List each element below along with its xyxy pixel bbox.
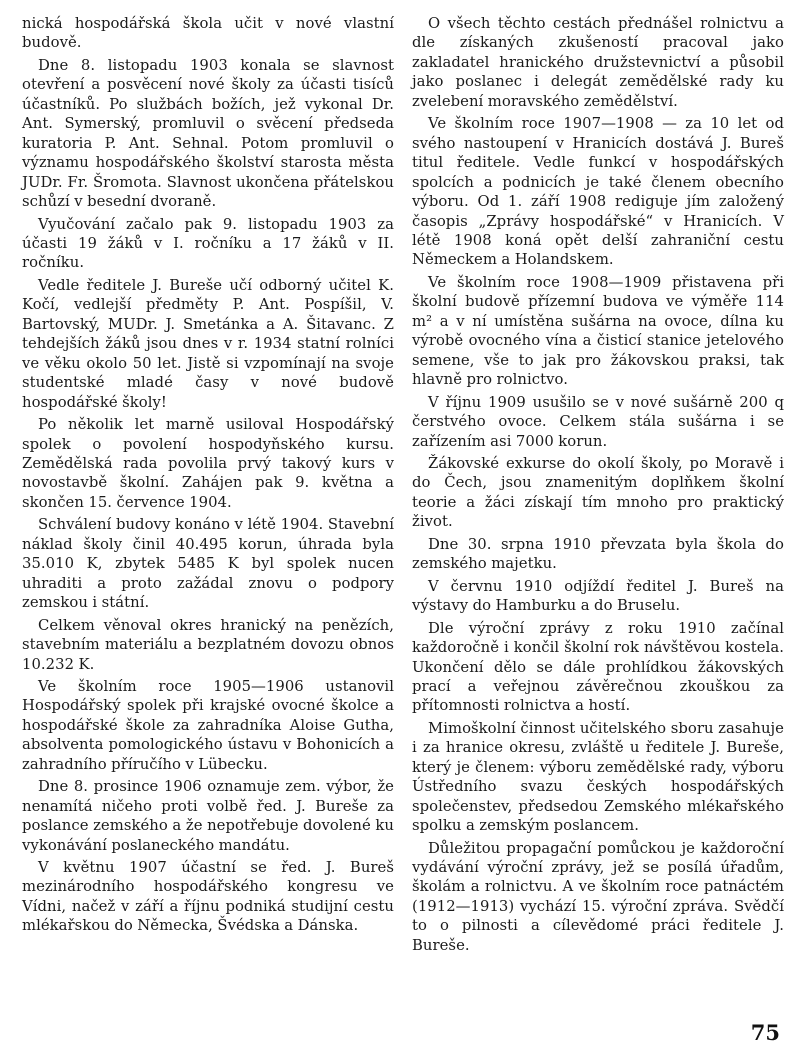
- paragraph: Schválení budovy konáno v létě 1904. Stavební náklad školy činil 40.495 korun, úhrada byla 35.010 K, zbytek 5485 K byl spolek nucen uhraditi a proto zažádal znovu o podpory zemskou i státní.: [22, 516, 394, 612]
- paragraph: nická hospodářská škola učit v nové vlastní budově.: [22, 15, 394, 52]
- paragraph: Mimoškolní činnost učitelského sboru zasahuje i za hranice okresu, zvláště u ředitele J. Bureše, který je členem: výboru zemědělské rady, výboru Ústředního svazu českých hospodářských společenstev, předsedou Zemského mlékařského spolku a zemským poslancem.: [412, 719, 784, 835]
- paragraph: V říjnu 1909 usušilo se v nové sušárně 200 q čerstvého ovoce. Celkem stála sušárna i se zařízením asi 7000 korun.: [412, 393, 784, 450]
- paragraph: Ve školním roce 1907—1908 — za 10 let od svého nastoupení v Hranicích dostává J. Bureš titul ředitele. Vedle funkcí v hospodářských spolcích a podnicích je také členem obecního výboru. Od 1. září 1908 rediguje jím založený časopis „Zprávy hospodářské“ v Hranicích. V létě 1908 koná opět delší zahraniční cestu Německem a Holandskem.: [412, 115, 784, 269]
- paragraph: Dle výroční zprávy z roku 1910 začínal každoročně i končil školní rok návštěvou kostela. Ukončení dělo se dále prohlídkou žákovských prací a veřejnou závěrečnou zkouškou za přítomnosti rolnictva a hostí.: [412, 619, 784, 715]
- page-number: 75: [750, 1020, 780, 1045]
- paragraph: Dne 8. prosince 1906 oznamuje zem. výbor, že nenamítá ničeho proti volbě řed. J. Bureše za poslance zemského a že nepotřebuje dovolené ku vykonávání poslaneckého mandátu.: [22, 778, 394, 854]
- paragraph: Důležitou propagační pomůckou je každoroční vydávání výroční zprávy, jež se posílá úřadům, školám a rolnictvu. A ve školním roce patnáctém (1912—1913) vychází 15. výroční zpráva. Svědčí to o pilnosti a cílevědomé práci ředitele J. Bureše.: [412, 839, 784, 954]
- paragraph: Po několik let marně usiloval Hospodářský spolek o povolení hospodyňského kursu. Zemědělská rada povolila prvý takový kurs v novostavbě školní. Zahájen pak 9. května a skončen 15. července 1904.: [22, 416, 394, 511]
- paragraph: Žákovské exkurse do okolí školy, po Moravě i do Čech, jsou znamenitým doplňkem školní teorie a žáci získají tím mnoho pro praktický život.: [412, 454, 784, 531]
- paragraph: Vyučování začalo pak 9. listopadu 1903 za účasti 19 žáků v I. ročníku a 17 žáků v II. ročníku.: [22, 215, 394, 272]
- paragraph: Dne 8. listopadu 1903 konala se slavnost otevření a posvěcení nové školy za účasti tisíců účastníků. Po službách božích, jež vykonal Dr. Ant. Symerský, promluvil o svěcení předseda kuratoria P. Ant. Sehnal. Potom promluvil o významu hospodářského školství starosta města JUDr. Fr. Šromota. Slavnost ukončena přátelskou schůzí v besední dvoraně.: [22, 56, 394, 211]
- paragraph: Celkem věnoval okres hranický na penězích, stavebním materiálu a bezplatném dovozu obnos 10.232 K.: [22, 616, 394, 673]
- paragraph: V červnu 1910 odjíždí ředitel J. Bureš na výstavy do Hamburku a do Bruselu.: [412, 577, 784, 615]
- paragraph: Ve školním roce 1908—1909 přistavena při školní budově přízemní budova ve výměře 114 m² a v ní umístěna sušárna na ovoce, dílna ku výrobě ovocného vína a čisticí stanice jetelového semene, vše to jak pro žákovskou praksi, tak hlavně pro rolnictvo.: [412, 273, 784, 389]
- left-column: [22, 14, 394, 939]
- right-column: [412, 14, 784, 958]
- paragraph: Vedle ředitele J. Bureše učí odborný učitel K. Kočí, vedlejší předměty P. Ant. Pospíšil, V. Bartovský, MUDr. J. Smetánka a A. Šitavanc. Z tehdejších žáků jsou dnes v r. 1934 statní rolníci ve věku okolo 50 let. Jistě si vzpomínají na svoje studentské mladé časy v nové budově hospodářské školy!: [22, 276, 394, 411]
- paragraph: Dne 30. srpna 1910 převzata byla škola do zemského majetku.: [412, 535, 784, 573]
- paragraph: Ve školním roce 1905—1906 ustanovil Hospodářský spolek při krajské ovocné školce a hospodářské škole za zahradníka Aloise Gutha, absolventa pomologického ústavu v Bohonicích a zahradního příručího v Lübecku.: [22, 677, 394, 773]
- paragraph: V květnu 1907 účastní se řed. J. Bureš mezinárodního hospodářského kongresu ve Vídni, načež v září a říjnu podniká studijní cestu mlékařskou do Německa, Švédska a Dánska.: [22, 859, 394, 935]
- paragraph: O všech těchto cestách přednášel rolnictvu a dle získaných zkušeností pracoval jako zakladatel hranického družstevnictví a působil jako poslanec i delegát zemědělské rady ku zvelebení moravského zemědělství.: [412, 15, 784, 110]
